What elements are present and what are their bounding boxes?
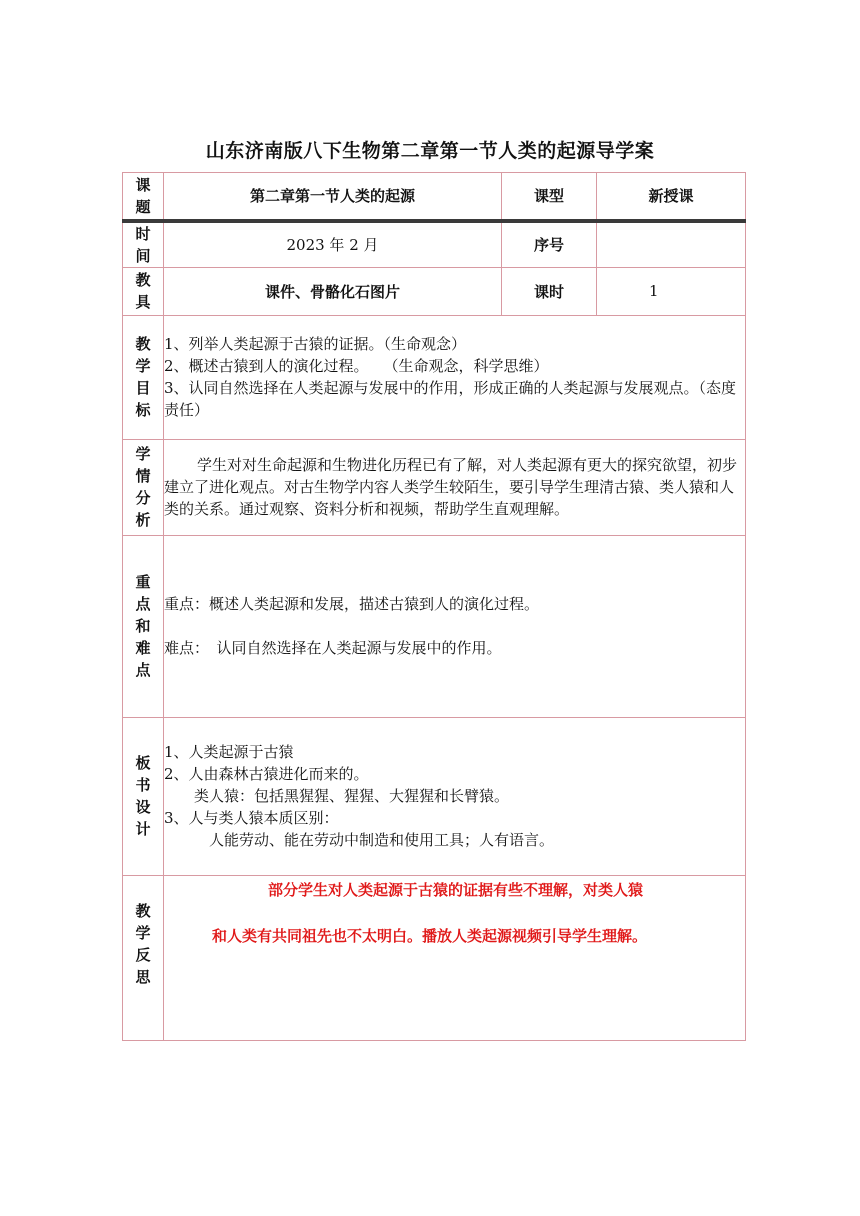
reflection-line-2: 和人类有共同祖先也不太明白。播放人类起源视频引导学生理解。 <box>212 926 648 945</box>
key-point-text: 重点：概述人类起源和发展，描述古猿到人的演化过程。 <box>164 595 540 613</box>
row-reflection <box>123 875 746 1040</box>
reflection-line-1: 部分学生对人类起源于古猿的证据有些不理解，对类人猿 <box>268 880 644 899</box>
label-char: 教 <box>135 271 151 289</box>
label-tools <box>123 267 164 315</box>
label-char: 难 <box>135 639 151 657</box>
label-char: 学 <box>135 357 151 375</box>
label-char: 点 <box>135 595 151 613</box>
label-char: 具 <box>135 293 151 311</box>
row-goals <box>123 315 746 439</box>
period-value: 1 <box>597 267 746 315</box>
label-char: 反 <box>135 945 151 964</box>
label-time <box>123 221 164 268</box>
row-analysis <box>123 439 746 535</box>
label-char: 标 <box>135 401 151 419</box>
label-char: 学 <box>135 923 151 942</box>
page-title: 山东济南版八下生物第二章第一节人类的起源导学案 <box>205 140 655 162</box>
label-char: 间 <box>135 246 151 265</box>
label-char: 板 <box>135 754 151 772</box>
label-char: 题 <box>135 197 151 216</box>
tools-value: 课件、骨骼化石图片 <box>164 267 502 315</box>
label-char: 目 <box>135 379 151 397</box>
key-points-content <box>164 535 746 717</box>
row-key-points <box>123 535 746 717</box>
time-value: 2023 年 2 月 <box>164 221 502 268</box>
lesson-type-label: 课型 <box>502 173 597 221</box>
period-label: 课时 <box>502 267 597 315</box>
sequence-value <box>597 221 746 268</box>
label-char: 时 <box>135 224 151 243</box>
label-goals <box>123 315 164 439</box>
row-topic <box>123 173 746 221</box>
goals-content <box>164 315 746 439</box>
row-board-design <box>123 717 746 875</box>
board-line: 类人猿：包括黑猩猩、猩猩、大猩猩和长臂猿。 <box>164 787 510 805</box>
label-char: 情 <box>135 467 151 485</box>
label-board-design <box>123 717 164 875</box>
label-key-points <box>123 535 164 717</box>
label-topic <box>123 173 164 221</box>
label-analysis <box>123 439 164 535</box>
lesson-plan-table <box>122 172 746 1041</box>
label-char: 和 <box>135 617 151 635</box>
label-char: 书 <box>135 776 151 794</box>
analysis-text: 学生对对生命起源和生物进化历程已有了解，对人类起源有更大的探究欲望，初步建立了进化观点。对古生物学内容人类学生较陌生，要引导学生理清古猿、类人猿和人类的关系。通过观察、资料分析和视频，帮助学生直观理解。 <box>164 456 738 518</box>
board-design-content <box>164 717 746 875</box>
label-char: 学 <box>135 445 151 463</box>
label-reflection <box>123 875 164 1040</box>
row-time <box>123 221 746 268</box>
row-tools <box>123 267 746 315</box>
label-char: 计 <box>135 820 151 838</box>
label-char: 教 <box>135 901 151 920</box>
goal-item: 3、认同自然选择在人类起源与发展中的作用，形成正确的人类起源与发展观点。（态度责任） <box>164 379 737 419</box>
board-line: 2、人由森林古猿进化而来的。 <box>164 765 369 783</box>
topic-value: 第二章第一节人类的起源 <box>164 173 502 221</box>
goal-item: 1、列举人类起源于古猿的证据。（生命观念） <box>164 335 467 353</box>
sequence-label: 序号 <box>502 221 597 268</box>
board-line: 人能劳动、能在劳动中制造和使用工具；人有语言。 <box>164 831 555 849</box>
label-char: 点 <box>135 661 151 679</box>
label-char: 课 <box>135 175 151 194</box>
reflection-content <box>164 875 746 1040</box>
label-char: 思 <box>135 967 151 986</box>
label-char: 重 <box>135 573 151 591</box>
board-line: 3、人与类人猿本质区别： <box>164 809 339 827</box>
label-char: 分 <box>135 489 151 507</box>
board-line: 1、人类起源于古猿 <box>164 743 294 761</box>
difficulty-text: 难点： 认同自然选择在人类起源与发展中的作用。 <box>164 639 502 657</box>
lesson-type-value: 新授课 <box>597 173 746 221</box>
goal-item: 2、概述古猿到人的演化过程。 （生命观念，科学思维） <box>164 357 549 375</box>
analysis-content <box>164 439 746 535</box>
label-char: 析 <box>135 511 151 529</box>
label-char: 设 <box>135 798 151 816</box>
label-char: 教 <box>135 335 151 353</box>
